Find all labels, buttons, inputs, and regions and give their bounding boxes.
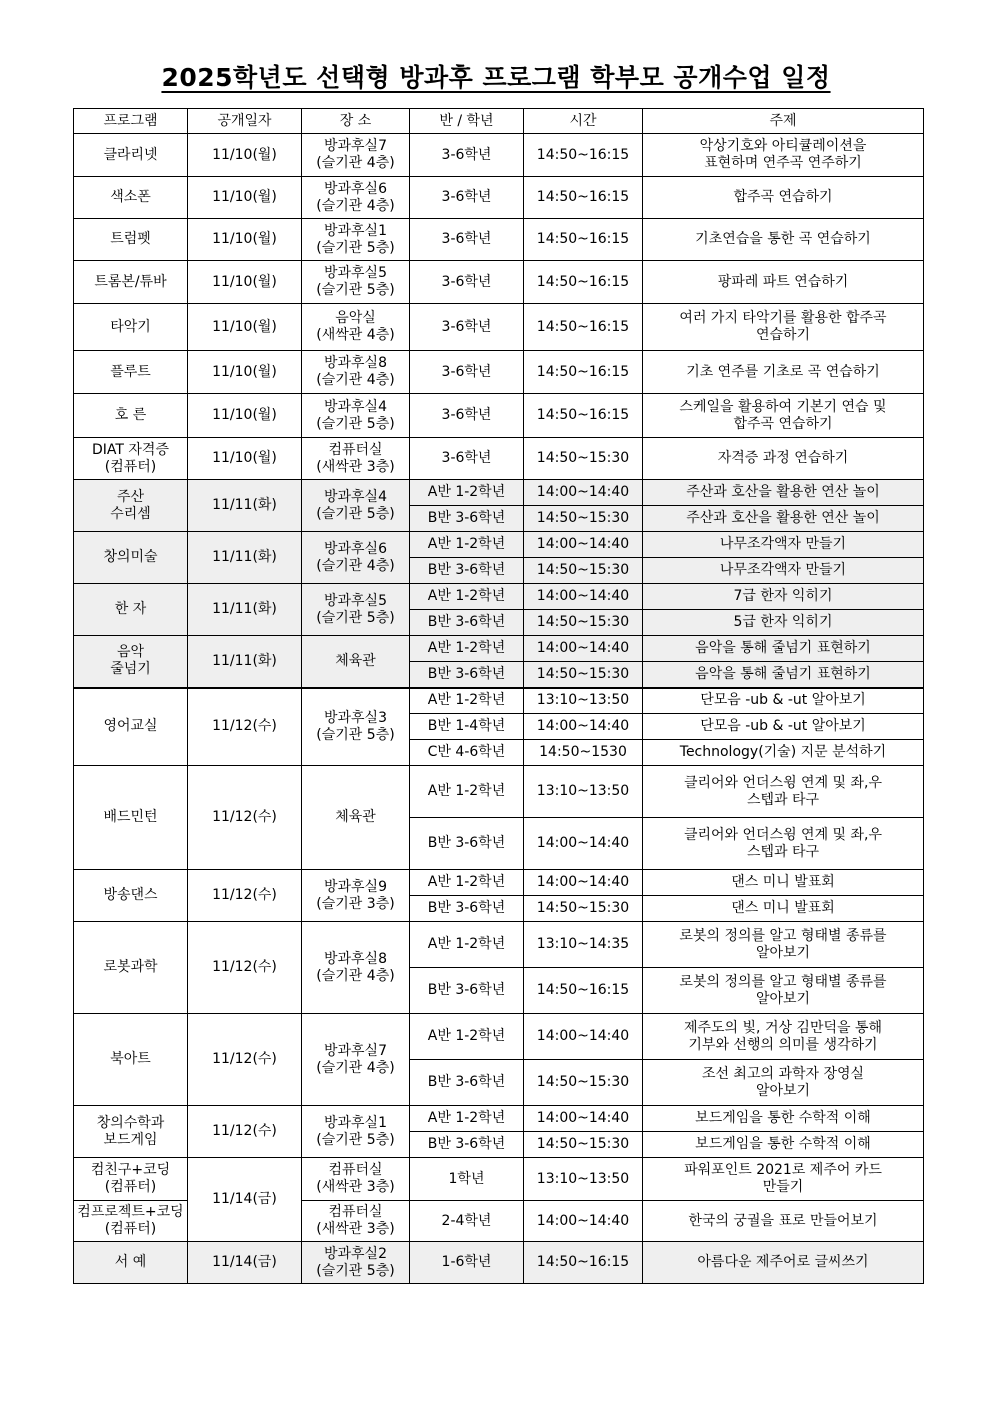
cell-place: 방과후실8 (슬기관 4층) [302,922,410,1014]
cell-class: 3-6학년 [410,219,524,261]
table-row [74,532,924,558]
cell-date: 11/11(화) [188,480,302,532]
cell-time: 14:50~15:30 [524,506,643,532]
cell-program: 배드민턴 [74,766,188,870]
page-title: 2025학년도 선택형 방과후 프로그램 학부모 공개수업 일정 [161,63,831,92]
cell-time: 14:50~16:15 [524,1242,643,1284]
cell-time: 14:50~15:30 [524,1060,643,1106]
cell-time: 14:50~16:15 [524,134,643,177]
cell-topic: 한국의 궁궐을 표로 만들어보기 [643,1201,924,1242]
cell-place: 방과후실6 (슬기관 4층) [302,532,410,584]
cell-topic: 음악을 통해 줄넘기 표현하기 [643,662,924,688]
cell-program: 주산 수리셈 [74,480,188,532]
cell-place: 체육관 [302,766,410,870]
cell-class: A반 1-2학년 [410,1014,524,1060]
cell-place: 방과후실7 (슬기관 4층) [302,134,410,177]
header-place: 장 소 [302,109,410,134]
cell-class: B반 3-6학년 [410,818,524,870]
cell-time: 14:50~1530 [524,740,643,766]
cell-time: 14:50~15:30 [524,662,643,688]
cell-class: 1학년 [410,1158,524,1201]
cell-time: 14:50~16:15 [524,394,643,438]
cell-topic: 기초 연주를 기초로 곡 연습하기 [643,351,924,394]
cell-program: 로봇과학 [74,922,188,1014]
cell-date: 11/12(수) [188,688,302,766]
table-row [74,870,924,896]
cell-date: 11/10(월) [188,261,302,304]
cell-topic: 7급 한자 익히기 [643,584,924,610]
cell-class: 2-4학년 [410,1201,524,1242]
cell-topic: 나무조각액자 만들기 [643,558,924,584]
cell-place: 방과후실6 (슬기관 4층) [302,177,410,219]
cell-program: 클라리넷 [74,134,188,177]
cell-time: 14:00~14:40 [524,584,643,610]
cell-program: 색소폰 [74,177,188,219]
cell-time: 14:50~16:15 [524,261,643,304]
cell-place: 방과후실5 (슬기관 5층) [302,584,410,636]
cell-topic: 주산과 호산을 활용한 연산 놀이 [643,506,924,532]
table-row [74,1158,924,1201]
cell-date: 11/10(월) [188,134,302,177]
cell-date: 11/14(금) [188,1158,302,1242]
cell-topic: 팡파레 파트 연습하기 [643,261,924,304]
cell-date: 11/10(월) [188,394,302,438]
cell-place: 컴퓨터실 (새싹관 3층) [302,438,410,480]
cell-class: 3-6학년 [410,438,524,480]
cell-topic: 스케일을 활용하여 기본기 연습 및 합주곡 연습하기 [643,394,924,438]
cell-time: 14:00~14:40 [524,1106,643,1132]
cell-class: B반 3-6학년 [410,610,524,636]
cell-class: 1-6학년 [410,1242,524,1284]
cell-time: 14:50~15:30 [524,1132,643,1158]
cell-time: 14:50~15:30 [524,438,643,480]
cell-class: B반 3-6학년 [410,896,524,922]
cell-topic: 주산과 호산을 활용한 연산 놀이 [643,480,924,506]
table-row [74,1242,924,1284]
cell-date: 11/12(수) [188,766,302,870]
table-row [74,1106,924,1132]
cell-class: 3-6학년 [410,394,524,438]
cell-time: 14:50~16:15 [524,351,643,394]
cell-date: 11/10(월) [188,177,302,219]
cell-class: 3-6학년 [410,304,524,351]
header-time: 시간 [524,109,643,134]
cell-date: 11/12(수) [188,870,302,922]
cell-class: A반 1-2학년 [410,688,524,714]
header-class: 반 / 학년 [410,109,524,134]
cell-program: DIAT 자격증 (컴퓨터) [74,438,188,480]
cell-date: 11/10(월) [188,351,302,394]
cell-time: 14:00~14:40 [524,532,643,558]
cell-class: 3-6학년 [410,351,524,394]
cell-class: B반 3-6학년 [410,662,524,688]
cell-class: B반 3-6학년 [410,1132,524,1158]
table-row [74,584,924,610]
cell-class: B반 1-4학년 [410,714,524,740]
cell-time: 14:50~15:30 [524,558,643,584]
cell-place: 방과후실1 (슬기관 5층) [302,1106,410,1158]
cell-topic: 5급 한자 익히기 [643,610,924,636]
cell-class: B반 3-6학년 [410,968,524,1014]
cell-topic: 아름다운 제주어로 글씨쓰기 [643,1242,924,1284]
cell-program: 타악기 [74,304,188,351]
cell-place: 방과후실7 (슬기관 4층) [302,1014,410,1106]
cell-time: 13:10~13:50 [524,1158,643,1201]
cell-topic: 보드게임을 통한 수학적 이해 [643,1132,924,1158]
cell-program: 영어교실 [74,688,188,766]
cell-program: 컴친구+코딩 (컴퓨터) [74,1158,188,1201]
cell-class: 3-6학년 [410,134,524,177]
cell-date: 11/10(월) [188,304,302,351]
cell-date: 11/12(수) [188,922,302,1014]
cell-time: 13:10~14:35 [524,922,643,968]
cell-topic: 음악을 통해 줄넘기 표현하기 [643,636,924,662]
schedule-table [73,108,924,1284]
cell-class: A반 1-2학년 [410,766,524,818]
cell-class: A반 1-2학년 [410,480,524,506]
cell-topic: Technology(기술) 지문 분석하기 [643,740,924,766]
cell-date: 11/10(월) [188,438,302,480]
cell-date: 11/11(화) [188,584,302,636]
cell-program: 창의수학과 보드게임 [74,1106,188,1158]
cell-place: 방과후실1 (슬기관 5층) [302,219,410,261]
cell-date: 11/10(월) [188,219,302,261]
table-row [74,351,924,394]
table-row [74,177,924,219]
cell-program: 북아트 [74,1014,188,1106]
table-row [74,766,924,818]
cell-time: 14:00~14:40 [524,1014,643,1060]
cell-class: 3-6학년 [410,177,524,219]
cell-topic: 단모음 -ub & -ut 알아보기 [643,688,924,714]
cell-place: 음악실 (새싹관 4층) [302,304,410,351]
table-row [74,261,924,304]
cell-time: 13:10~13:50 [524,766,643,818]
cell-time: 14:00~14:40 [524,480,643,506]
cell-program: 트롬본/튜바 [74,261,188,304]
cell-program: 음악 줄넘기 [74,636,188,688]
cell-place: 방과후실8 (슬기관 4층) [302,351,410,394]
cell-place: 체육관 [302,636,410,688]
cell-topic: 댄스 미니 발표회 [643,870,924,896]
cell-class: A반 1-2학년 [410,532,524,558]
cell-place: 컴퓨터실 (새싹관 3층) [302,1158,410,1201]
table-row [74,1014,924,1060]
cell-topic: 조선 최고의 과학자 장영실 알아보기 [643,1060,924,1106]
cell-program: 컴프로젝트+코딩 (컴퓨터) [74,1201,188,1242]
cell-time: 14:50~16:15 [524,304,643,351]
cell-class: B반 3-6학년 [410,1060,524,1106]
cell-time: 14:00~14:40 [524,870,643,896]
cell-place: 방과후실3 (슬기관 5층) [302,688,410,766]
table-row [74,636,924,662]
table-row [74,922,924,968]
table-row [74,134,924,177]
cell-time: 14:50~16:15 [524,968,643,1014]
cell-time: 14:00~14:40 [524,714,643,740]
cell-program: 플루트 [74,351,188,394]
cell-topic: 합주곡 연습하기 [643,177,924,219]
cell-date: 11/12(수) [188,1014,302,1106]
cell-program: 방송댄스 [74,870,188,922]
cell-program: 한 자 [74,584,188,636]
cell-class: A반 1-2학년 [410,1106,524,1132]
cell-time: 14:50~15:30 [524,610,643,636]
header-topic: 주제 [643,109,924,134]
cell-topic: 클리어와 언더스윙 연계 및 좌,우 스텝과 타구 [643,766,924,818]
cell-time: 13:10~13:50 [524,688,643,714]
cell-class: A반 1-2학년 [410,584,524,610]
cell-topic: 악상기호와 아티큘레이션을 표현하며 연주곡 연주하기 [643,134,924,177]
cell-place: 방과후실5 (슬기관 5층) [302,261,410,304]
cell-program: 트럼펫 [74,219,188,261]
table-row [74,304,924,351]
cell-class: B반 3-6학년 [410,558,524,584]
cell-topic: 로봇의 정의를 알고 형태별 종류를 알아보기 [643,922,924,968]
cell-topic: 단모음 -ub & -ut 알아보기 [643,714,924,740]
cell-class: B반 3-6학년 [410,506,524,532]
cell-class: A반 1-2학년 [410,870,524,896]
cell-topic: 여러 가지 타악기를 활용한 합주곡 연습하기 [643,304,924,351]
header-program: 프로그램 [74,109,188,134]
cell-program: 호 른 [74,394,188,438]
cell-topic: 댄스 미니 발표회 [643,896,924,922]
cell-topic: 나무조각액자 만들기 [643,532,924,558]
cell-program: 창의미술 [74,532,188,584]
cell-date: 11/11(화) [188,636,302,688]
cell-class: 3-6학년 [410,261,524,304]
cell-place: 방과후실4 (슬기관 5층) [302,480,410,532]
cell-date: 11/11(화) [188,532,302,584]
cell-place: 컴퓨터실 (새싹관 3층) [302,1201,410,1242]
cell-program: 서 예 [74,1242,188,1284]
cell-topic: 클리어와 언더스윙 연계 및 좌,우 스텝과 타구 [643,818,924,870]
cell-time: 14:50~16:15 [524,177,643,219]
table-row [74,480,924,506]
table-row [74,688,924,714]
table-row [74,438,924,480]
cell-time: 14:00~14:40 [524,818,643,870]
cell-topic: 파워포인트 2021로 제주어 카드 만들기 [643,1158,924,1201]
cell-time: 14:50~16:15 [524,219,643,261]
cell-class: A반 1-2학년 [410,636,524,662]
header-date: 공개일자 [188,109,302,134]
table-row [74,394,924,438]
cell-time: 14:00~14:40 [524,1201,643,1242]
cell-time: 14:00~14:40 [524,636,643,662]
cell-topic: 자격증 과정 연습하기 [643,438,924,480]
cell-date: 11/14(금) [188,1242,302,1284]
table-row [74,219,924,261]
cell-class: C반 4-6학년 [410,740,524,766]
cell-topic: 보드게임을 통한 수학적 이해 [643,1106,924,1132]
cell-date: 11/12(수) [188,1106,302,1158]
cell-topic: 기초연습을 통한 곡 연습하기 [643,219,924,261]
cell-time: 14:50~15:30 [524,896,643,922]
cell-topic: 제주도의 빛, 거상 김만덕을 통해 기부와 선행의 의미를 생각하기 [643,1014,924,1060]
cell-topic: 로봇의 정의를 알고 형태별 종류를 알아보기 [643,968,924,1014]
cell-place: 방과후실2 (슬기관 5층) [302,1242,410,1284]
cell-class: A반 1-2학년 [410,922,524,968]
cell-place: 방과후실4 (슬기관 5층) [302,394,410,438]
header-row [74,109,924,134]
cell-place: 방과후실9 (슬기관 3층) [302,870,410,922]
